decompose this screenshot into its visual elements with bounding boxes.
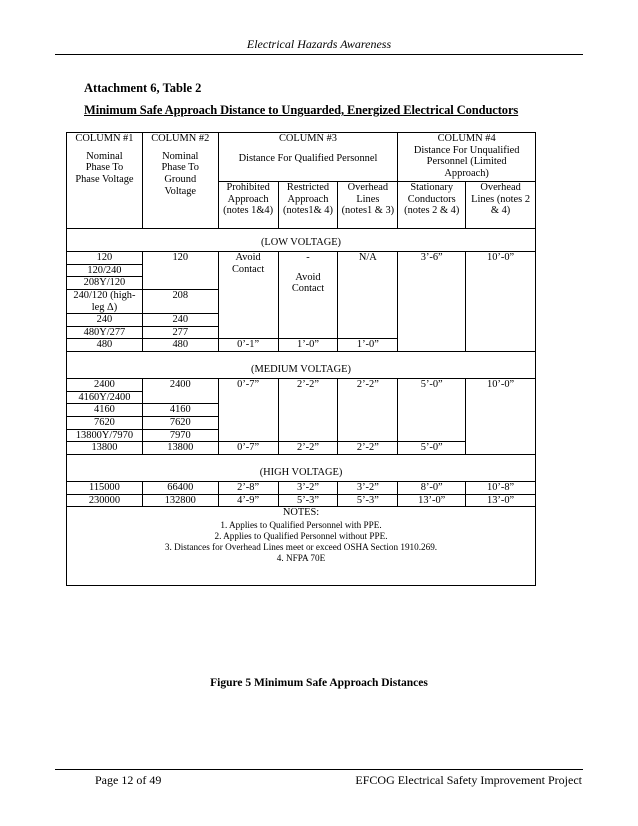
table-row: 208Y/120	[67, 277, 536, 290]
table-row: 115000 66400 2’-8” 3’-2” 3’-2” 8’-0” 10’-8”	[67, 481, 536, 494]
col2-header: COLUMN #2 Nominal Phase To Ground Voltage	[142, 133, 218, 229]
sub-restricted: Restricted Approach (notes1& 4)	[278, 182, 338, 229]
sub-stationary: Stationary Conductors (notes 2 & 4)	[398, 182, 466, 229]
col3-header: COLUMN #3 Distance For Qualified Personnel	[218, 133, 398, 182]
header-row	[67, 133, 536, 182]
figure-caption: Figure 5 Minimum Safe Approach Distances	[210, 677, 428, 689]
table-row: 120 120 Avoid Contact - Avoid Contact N/A 3’-6” 10’-0”	[67, 252, 536, 265]
sub-overhead-q: Overhead Lines (notes1 & 3)	[338, 182, 398, 229]
table-row: 4160Y/2400	[67, 391, 536, 404]
section-low: (LOW VOLTAGE)	[67, 229, 536, 252]
notes: NOTES: 1. Applies to Qualified Personnel with PPE. 2. Applies to Qualified Personnel without PPE. 3. Distances for Overhead Lines meet or exceed OSHA Section 1910.269. 4. NFPA 70E	[67, 507, 536, 586]
attachment-title: Attachment 6, Table 2	[84, 81, 202, 95]
footer-rule	[55, 769, 583, 770]
table-row: 240 240	[67, 314, 536, 327]
col1-header: COLUMN #1 Nominal Phase To Phase Voltage	[67, 133, 143, 229]
table-row: 2400 2400 0’-7” 2’-2” 2’-2” 5’-0” 10’-0”	[67, 379, 536, 392]
page-number: Page 12 of 49	[95, 773, 162, 787]
note-item: 1. Applies to Qualified Personnel with PPE.	[220, 519, 382, 530]
table-row: 240/120 (high-leg Δ) 208	[67, 289, 536, 313]
note-item: 2. Applies to Qualified Personnel without PPE.	[214, 530, 388, 541]
col4-header: COLUMN #4 Distance For Unqualified Personnel (Limited Approach)	[398, 133, 536, 182]
table-row: 4160 4160	[67, 404, 536, 417]
section-high: (HIGH VOLTAGE)	[67, 454, 536, 481]
section-medium: (MEDIUM VOLTAGE)	[67, 352, 536, 379]
page-header: Electrical Hazards Awareness	[246, 37, 392, 51]
table-row: 480Y/277 277	[67, 326, 536, 339]
sub-overhead-u: Overhead Lines (notes 2 & 4)	[466, 182, 536, 229]
scanned-table-image	[64, 76, 539, 656]
note-item: 4. NFPA 70E	[276, 552, 326, 563]
table-row: 13800Y/7970 7970	[67, 429, 536, 442]
note-item: 3. Distances for Overhead Lines meet or exceed OSHA Section 1910.269.	[164, 541, 438, 552]
table-row: 480 480 0’-1” 1’-0” 1’-0”	[67, 339, 536, 352]
header-rule	[55, 54, 583, 55]
table-row: 120/240	[67, 264, 536, 277]
table-title: Minimum Safe Approach Distance to Unguarded, Energized Electrical Conductors	[84, 103, 519, 117]
project-name: EFCOG Electrical Safety Improvement Project	[355, 773, 582, 787]
table-row: 13800 13800 0’-7” 2’-2” 2’-2” 5’-0”	[67, 442, 536, 455]
table-row: 7620 7620	[67, 417, 536, 430]
notes-row	[67, 507, 536, 586]
sub-prohibited: Prohibited Approach (notes 1&4)	[218, 182, 278, 229]
safe-approach-table	[66, 132, 536, 586]
table-row: 230000 132800 4’-9” 5’-3” 5’-3” 13’-0” 13’-0”	[67, 494, 536, 507]
